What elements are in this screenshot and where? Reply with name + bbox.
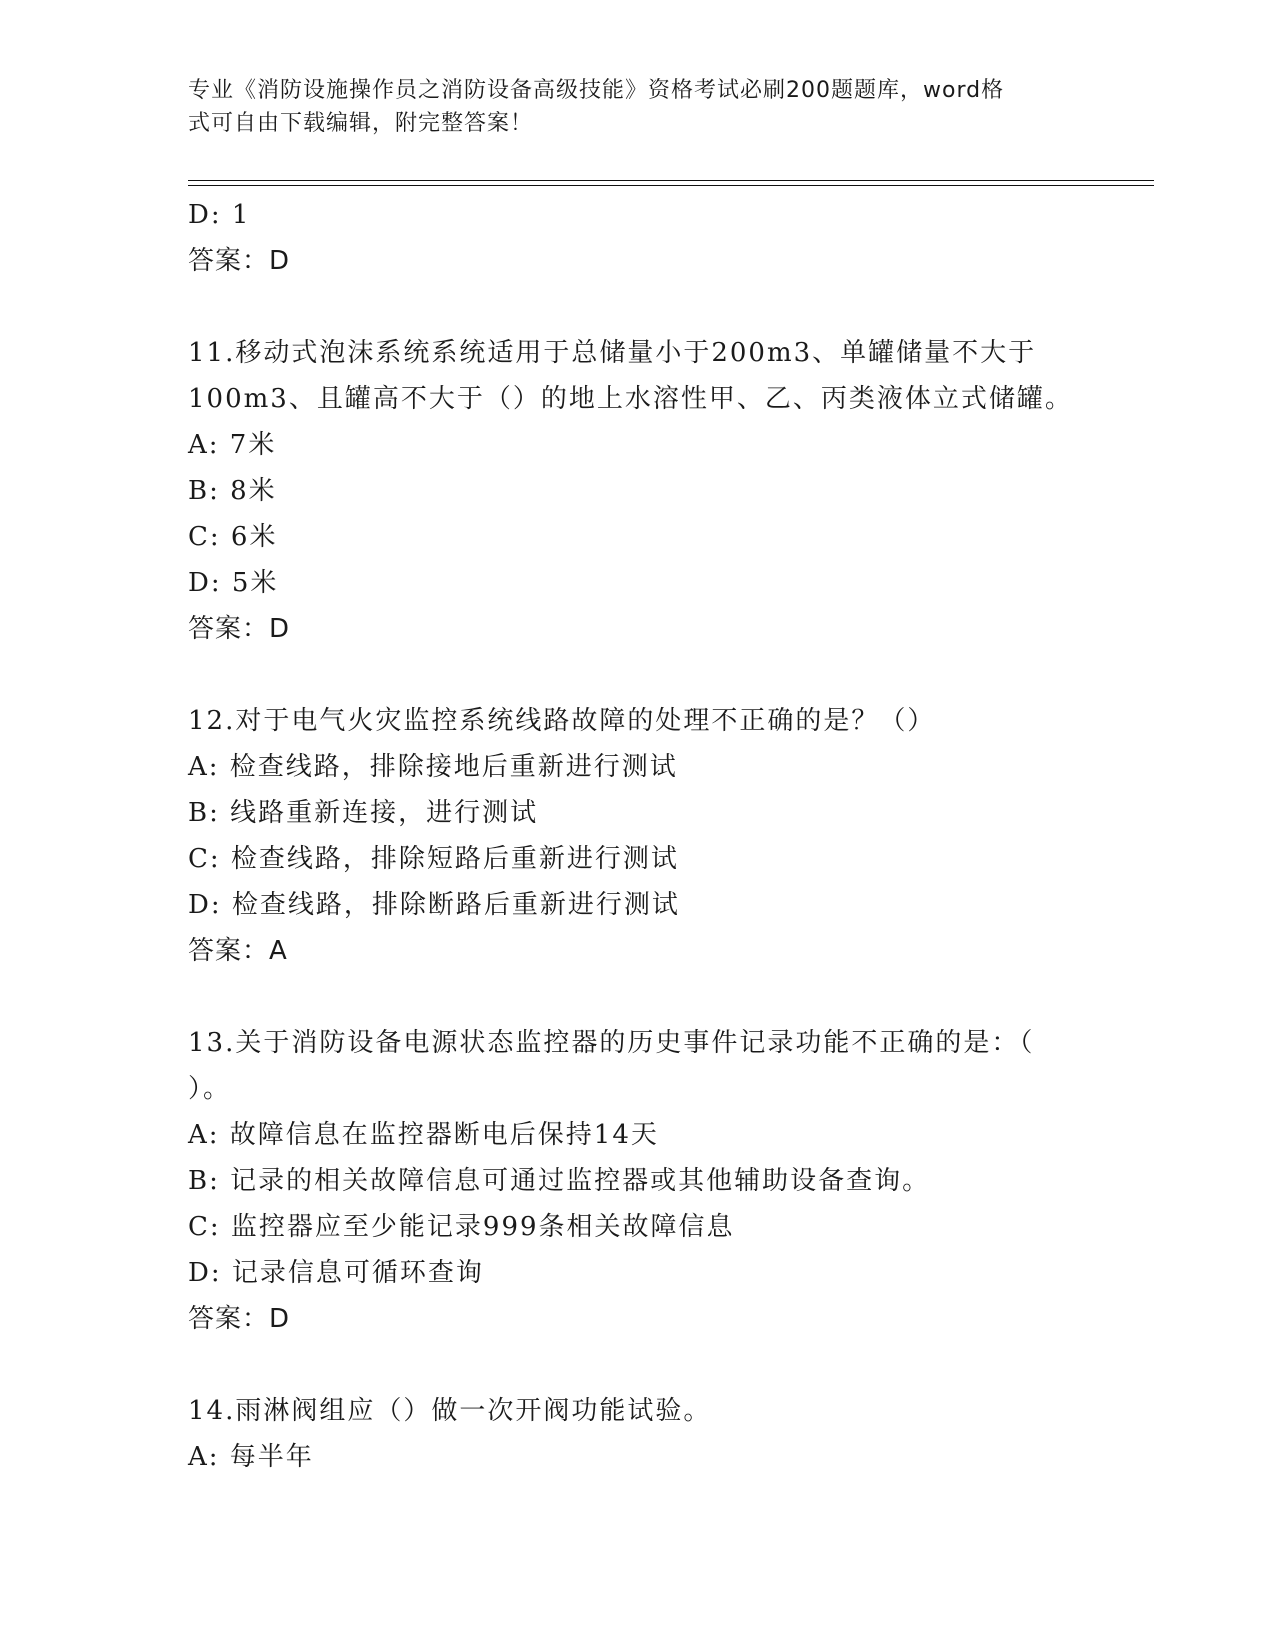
option-c: C: 监控器应至少能记录999条相关故障信息 [188, 1212, 735, 1242]
spacer [188, 1342, 1088, 1388]
question-12 [188, 698, 1088, 974]
answer: 答案：A [188, 936, 288, 966]
option-c: C: 6米 [188, 522, 278, 552]
question-11 [188, 330, 1088, 652]
question-stem-line: 100m3、且罐高不大于（）的地上水溶性甲、乙、丙类液体立式储罐。 [188, 384, 1073, 414]
question-stem-line: ）。 [188, 1074, 232, 1104]
option-d: D: 5米 [188, 568, 279, 598]
question-stem-line: 14.雨淋阀组应（）做一次开阀功能试验。 [188, 1396, 712, 1426]
prev-answer: 答案：D [188, 246, 291, 276]
option-a: A: 故障信息在监控器断电后保持14天 [188, 1120, 659, 1150]
spacer [188, 652, 1088, 698]
question-stem-line: 12.对于电气火灾监控系统线路故障的处理不正确的是？（） [188, 706, 936, 736]
answer: 答案：D [188, 614, 291, 644]
spacer [188, 974, 1088, 1020]
option-b: B: 8米 [188, 476, 277, 506]
option-a: A: 7米 [188, 430, 277, 460]
option-b: B: 记录的相关故障信息可通过监控器或其他辅助设备查询。 [188, 1166, 931, 1196]
document-body [188, 192, 1088, 1480]
prev-option-d: D: 1 [188, 200, 251, 230]
option-d: D: 检查线路，排除断路后重新进行测试 [188, 890, 680, 920]
option-c: C: 检查线路，排除短路后重新进行测试 [188, 844, 679, 874]
document-header [188, 74, 1088, 140]
header-line-2: 式可自由下载编辑，附完整答案！ [188, 111, 534, 136]
option-d: D: 记录信息可循环查询 [188, 1258, 484, 1288]
spacer [188, 284, 1088, 330]
answer: 答案：D [188, 1304, 291, 1334]
question-14 [188, 1388, 1088, 1480]
option-a: A: 每半年 [188, 1442, 314, 1472]
question-stem-line: 11.移动式泡沫系统系统适用于总储量小于200m3、单罐储量不大于 [188, 338, 1037, 368]
header-rule-top [188, 180, 1154, 181]
option-b: B: 线路重新连接，进行测试 [188, 798, 539, 828]
question-13 [188, 1020, 1088, 1342]
question-stem-line: 13.关于消防设备电源状态监控器的历史事件记录功能不正确的是：（ [188, 1028, 1035, 1058]
header-rule-bottom [188, 185, 1154, 186]
option-a: A: 检查线路，排除接地后重新进行测试 [188, 752, 678, 782]
header-line-1: 专业《消防设施操作员之消防设备高级技能》资格考试必刷200题题库，word格 [188, 78, 1005, 103]
